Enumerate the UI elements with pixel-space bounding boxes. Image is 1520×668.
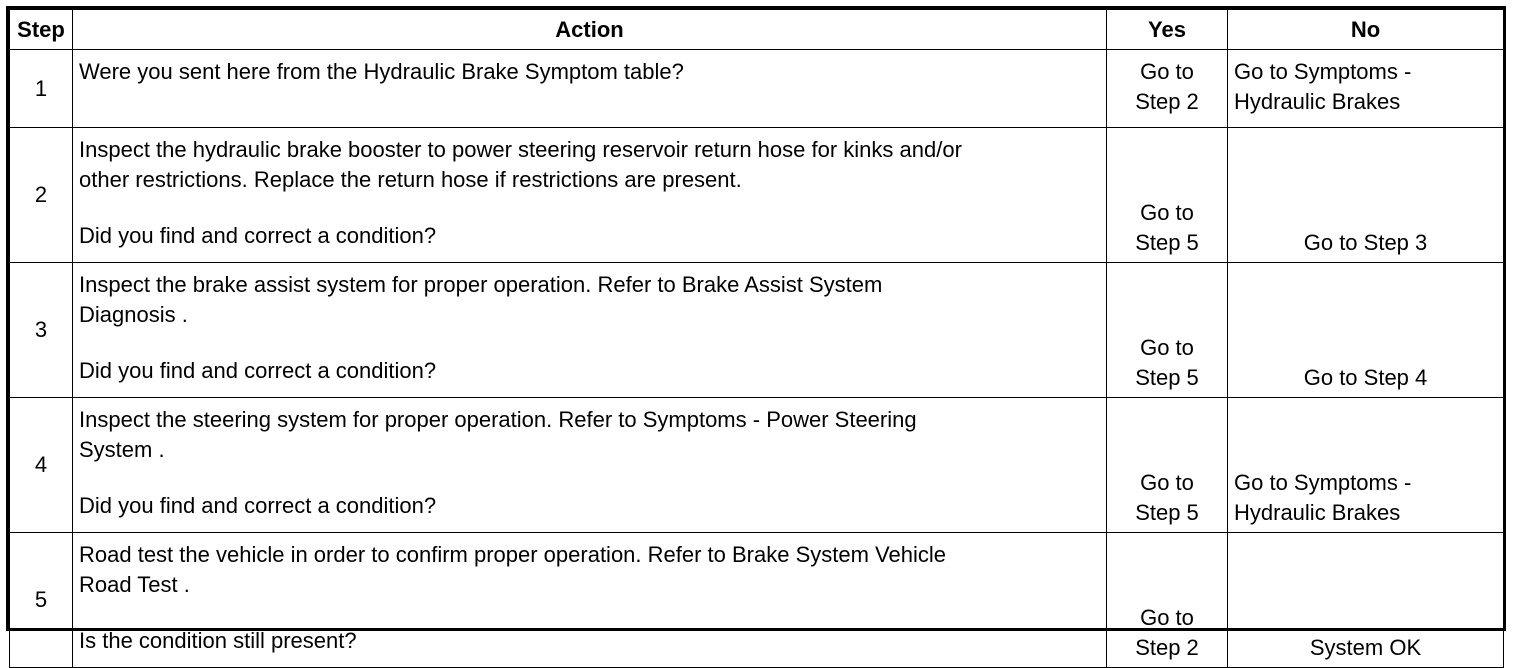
step-number: 5	[10, 533, 73, 668]
step-number: 1	[10, 50, 73, 128]
action-text: Diagnosis .	[79, 302, 188, 327]
action-cell	[73, 263, 1107, 398]
yes-link-line-2: Step 5	[1135, 500, 1199, 525]
no-cell	[1228, 50, 1504, 128]
no-link: Go to Step 3	[1303, 230, 1428, 255]
action-question: Did you find and correct a condition?	[79, 223, 437, 248]
action-question: Did you find and correct a condition?	[79, 358, 437, 383]
action-text: Were you sent here from the Hydraulic Brake Symptom table?	[79, 59, 684, 84]
table-row	[10, 533, 1504, 668]
table-row	[10, 128, 1504, 263]
step-number: 4	[10, 398, 73, 533]
action-text: System .	[79, 437, 165, 462]
yes-cell	[1107, 128, 1228, 263]
action-cell	[73, 398, 1107, 533]
header-yes: Yes	[1107, 10, 1228, 50]
action-text: Inspect the brake assist system for proper operation. Refer to Brake Assist System	[79, 272, 883, 297]
table-row	[10, 398, 1504, 533]
header-action: Action	[73, 10, 1107, 50]
action-text: Road Test .	[79, 572, 190, 597]
action-cell	[73, 128, 1107, 263]
yes-link-line-1: Go to	[1140, 335, 1194, 360]
no-link-line-2: Hydraulic Brakes	[1234, 500, 1401, 525]
header-step: Step	[10, 10, 73, 50]
action-question: Did you find and correct a condition?	[79, 493, 437, 518]
action-text: Road test the vehicle in order to confirm proper operation. Refer to Brake System Vehicle	[79, 542, 946, 567]
no-link: System OK	[1309, 635, 1422, 660]
diagnostic-table	[6, 6, 1506, 660]
no-cell	[1228, 128, 1504, 263]
header-row	[10, 10, 1504, 50]
yes-link-line-1: Go to	[1140, 59, 1194, 84]
table-row	[10, 50, 1504, 128]
no-link-line-2: Hydraulic Brakes	[1234, 89, 1401, 114]
no-link: Go to Step 4	[1303, 365, 1428, 390]
yes-link-line-1: Go to	[1140, 200, 1194, 225]
header-no: No	[1228, 10, 1504, 50]
yes-link-line-1: Go to	[1140, 605, 1194, 630]
action-cell	[73, 533, 1107, 668]
yes-link-line-1: Go to	[1140, 470, 1194, 495]
no-cell	[1228, 263, 1504, 398]
no-cell	[1228, 398, 1504, 533]
step-number: 2	[10, 128, 73, 263]
no-cell	[1228, 533, 1504, 668]
yes-link-line-2: Step 2	[1135, 89, 1199, 114]
yes-link-line-2: Step 2	[1135, 635, 1199, 660]
yes-link-line-2: Step 5	[1135, 230, 1199, 255]
action-cell	[73, 50, 1107, 128]
no-link-line-1: Go to Symptoms -	[1234, 59, 1412, 84]
yes-cell	[1107, 263, 1228, 398]
yes-cell	[1107, 398, 1228, 533]
yes-cell	[1107, 533, 1228, 668]
action-text: other restrictions. Replace the return hose if restrictions are present.	[79, 167, 742, 192]
yes-cell	[1107, 50, 1228, 128]
action-text: Inspect the steering system for proper operation. Refer to Symptoms - Power Steering	[79, 407, 917, 432]
table-row	[10, 263, 1504, 398]
diagnostic-table-grid	[9, 9, 1504, 668]
yes-link-line-2: Step 5	[1135, 365, 1199, 390]
no-link-line-1: Go to Symptoms -	[1234, 470, 1412, 495]
action-text: Inspect the hydraulic brake booster to power steering reservoir return hose for kinks and/or	[79, 137, 962, 162]
step-number: 3	[10, 263, 73, 398]
action-question: Is the condition still present?	[79, 628, 357, 653]
